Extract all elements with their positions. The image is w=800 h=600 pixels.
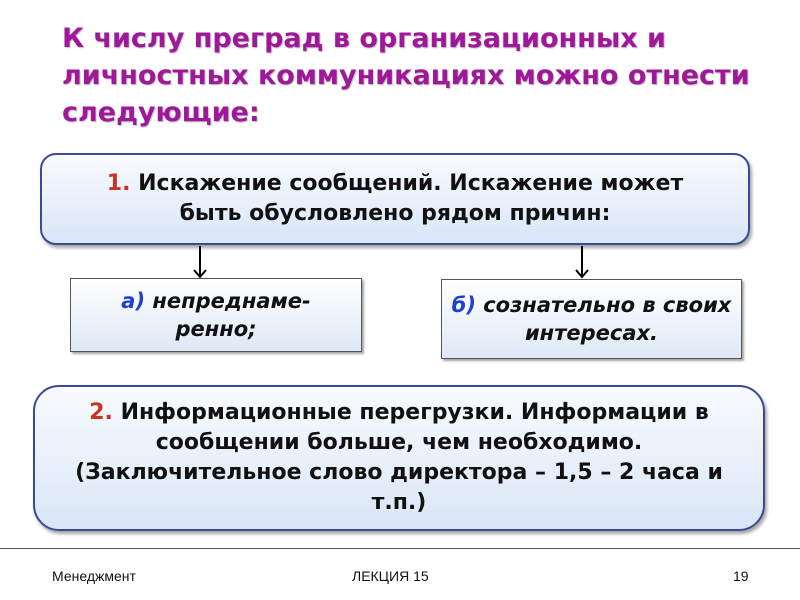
arrow-down-right bbox=[572, 246, 592, 280]
sub-item-a-text: непреднаме-ренно; bbox=[152, 289, 311, 341]
item-1-number: 1. bbox=[106, 171, 131, 196]
item-2-number: 2. bbox=[89, 400, 113, 425]
sub-item-b-letter: б) bbox=[451, 293, 476, 317]
item-2-text: Информационные перегрузки. Информации в сообщении больше, чем необходимо. (Заключительное слово директора – 1,5 – 2 часа и т.п.) bbox=[75, 400, 723, 515]
footer-lecture: ЛЕКЦИЯ 15 bbox=[352, 568, 429, 584]
item-1-text: Искажение сообщений. Искажение может быть обусловлено рядом причин: bbox=[138, 171, 684, 226]
sub-item-a-text-wrap bbox=[111, 287, 321, 343]
item-1-text-wrap bbox=[85, 169, 705, 229]
footer-course: Менеджмент bbox=[52, 568, 136, 584]
item-1-box bbox=[40, 153, 750, 245]
sub-item-b-box bbox=[441, 279, 742, 359]
slide-title: К числу преград в организационных и личностных коммуникациях можно отнести следующие: bbox=[62, 23, 750, 128]
arrow-down-left bbox=[190, 246, 210, 280]
sub-item-a-letter: а) bbox=[121, 289, 146, 313]
footer-divider bbox=[0, 548, 800, 549]
sub-item-b-text: сознательно в своих интересах. bbox=[483, 293, 732, 345]
sub-item-a-box bbox=[70, 278, 362, 352]
item-2-text-wrap bbox=[69, 398, 729, 518]
item-2-box bbox=[33, 385, 765, 531]
sub-item-b-text-wrap bbox=[452, 291, 732, 347]
footer-page-number: 19 bbox=[733, 568, 749, 584]
